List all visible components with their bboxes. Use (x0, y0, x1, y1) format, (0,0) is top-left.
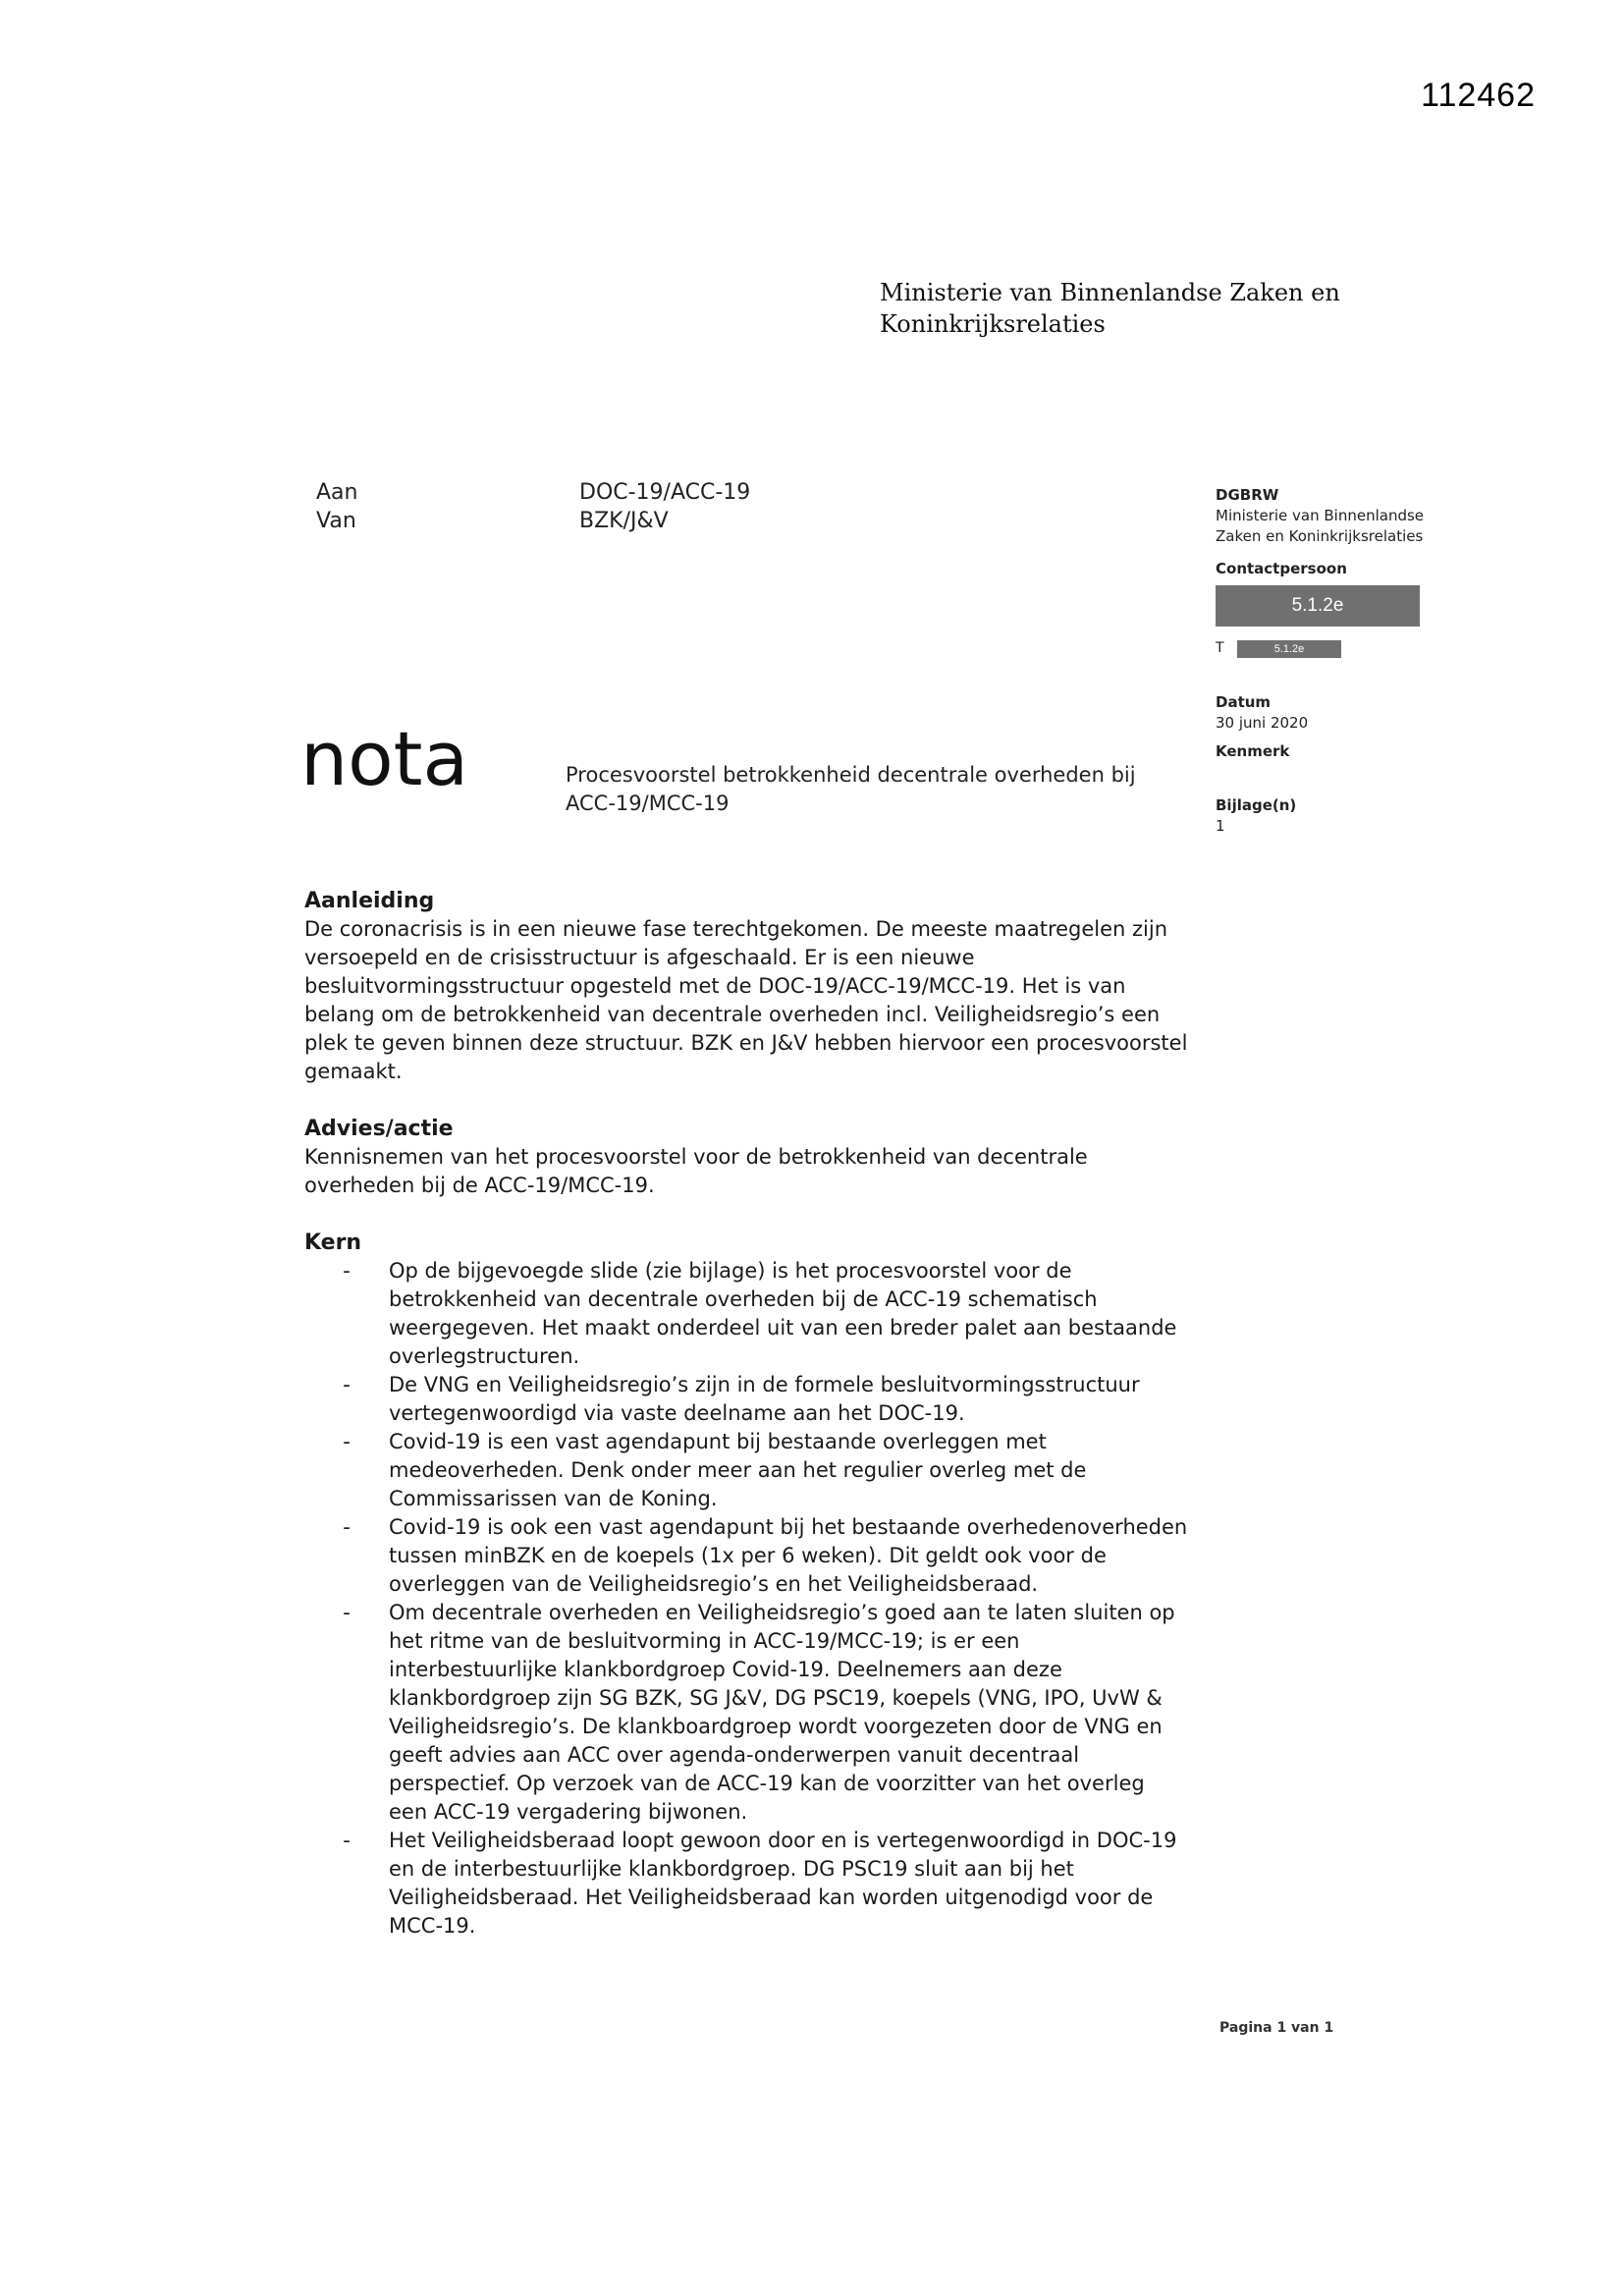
bullet-dash: - (343, 1829, 351, 1852)
list-item (304, 1513, 1188, 1599)
van-label: Van (316, 509, 356, 533)
document-body (304, 887, 1188, 1941)
section-title-advies: Advies/actie (304, 1117, 454, 1141)
date-label: Datum (1216, 693, 1272, 711)
list-item-text: Covid-19 is ook een vast agendapunt bij het bestaande overhedenoverheden tussen minBZK en de koepels (1x per 6 weken). Dit geldt ook voor de overleggen van de Veiligheidsregio’s en het Veiligheidsberaad. (389, 1515, 1188, 1596)
aan-label: Aan (316, 480, 358, 505)
phone-redaction: 5.1.2e (1237, 640, 1341, 658)
list-item-text: Het Veiligheidsberaad loopt gewoon door en is vertegenwoordigd in DOC-19 en de interbestuurlijke klankbordgroep. DG PSC19 sluit aan bij het Veiligheidsberaad. Het Veiligheidsberaad kan worden uitgenodigd voor de MCC-19. (389, 1829, 1177, 1938)
ministry-header (880, 277, 1340, 340)
address-block (316, 478, 750, 535)
contact-label: Contactpersoon (1216, 560, 1347, 577)
page-number: Pagina 1 van 1 (1219, 2020, 1334, 2036)
subject (566, 761, 1174, 818)
van-value: BZK/J&V (579, 509, 669, 533)
kern-list (304, 1257, 1188, 1941)
bijlage-value: 1 (1216, 817, 1225, 835)
contact-redaction: 5.1.2e (1216, 585, 1420, 627)
bullet-dash: - (343, 1515, 351, 1539)
bullet-dash: - (343, 1259, 351, 1283)
subject-line-1: Procesvoorstel betrokkenheid decentrale overheden bij (566, 763, 1136, 787)
address-row-van (316, 507, 750, 535)
section-title-aanleiding: Aanleiding (304, 889, 435, 913)
org-code: DGBRW (1216, 486, 1279, 504)
phone-row (1216, 638, 1451, 659)
org-line-1: Ministerie van Binnenlandse (1216, 507, 1425, 524)
list-item-text: Covid-19 is een vast agendapunt bij bestaande overleggen met medeoverheden. Denk onder meer aan het regulier overleg met de Commissarissen van de Koning. (389, 1430, 1087, 1510)
list-item (304, 1257, 1188, 1371)
bijlage-label: Bijlage(n) (1216, 796, 1297, 814)
phone-label: T (1216, 640, 1224, 656)
kenmerk-label: Kenmerk (1216, 742, 1290, 760)
list-item (304, 1371, 1188, 1428)
document-type-heading: nota (300, 715, 469, 802)
bullet-dash: - (343, 1373, 351, 1396)
list-item-text: De VNG en Veiligheidsregio’s zijn in de formele besluitvormingsstructuur vertegenwoordigd via vaste deelname aan het DOC-19. (389, 1373, 1140, 1425)
list-item (304, 1827, 1188, 1941)
list-item (304, 1428, 1188, 1513)
document-number: 112462 (1421, 77, 1536, 114)
subject-line-2: ACC-19/MCC-19 (566, 792, 730, 815)
bullet-dash: - (343, 1430, 351, 1453)
section-title-kern: Kern (304, 1230, 362, 1255)
section-text-advies: Kennisnemen van het procesvoorstel voor de betrokkenheid van decentrale overheden bij de ACC-19/MCC-19. (304, 1145, 1088, 1197)
ministry-line-1: Ministerie van Binnenlandse Zaken en (880, 279, 1340, 306)
date-value: 30 juni 2020 (1216, 714, 1309, 732)
list-item-text: Op de bijgevoegde slide (zie bijlage) is het procesvoorstel voor de betrokkenheid van decentrale overheden bij de ACC-19 schematisch weergegeven. Het maakt onderdeel uit van een breder palet aan bestaande overlegstructuren. (389, 1259, 1177, 1368)
org-line-2: Zaken en Koninkrijksrelaties (1216, 527, 1424, 545)
list-item-text: Om decentrale overheden en Veiligheidsregio’s goed aan te laten sluiten op het ritme van de besluitvorming in ACC-19/MCC-19; is er een interbestuurlijke klankbordgroep Covid-19. Deelnemers aan deze klankbordgroep zijn SG BZK, SG J&V, DG PSC19, koepels (VNG, IPO, UvW & Veiligheidsregio’s. De klankboardgroep wordt voorgezeten door de VNG en geeft advies aan ACC over agenda-onderwerpen vanuit decentraal perspectief. Op verzoek van de ACC-19 kan de voorzitter van het overleg een ACC-19 vergadering bijwonen. (389, 1601, 1175, 1824)
aan-value: DOC-19/ACC-19 (579, 480, 751, 505)
ministry-line-2: Koninkrijksrelaties (880, 310, 1106, 338)
metadata-sidebar (1216, 485, 1451, 837)
address-row-aan (316, 478, 750, 507)
list-item (304, 1599, 1188, 1827)
bullet-dash: - (343, 1601, 351, 1624)
section-text-aanleiding: De coronacrisis is in een nieuwe fase terechtgekomen. De meeste maatregelen zijn versoepeld en de crisisstructuur is afgeschaald. Er is een nieuwe besluitvormingsstructuur opgesteld met de DOC-19/ACC-19/MCC-19. Het is van belang om de betrokkenheid van decentrale overheden incl. Veiligheidsregio’s een plek te geven binnen deze structuur. BZK en J&V hebben hiervoor een procesvoorstel gemaakt. (304, 917, 1188, 1083)
